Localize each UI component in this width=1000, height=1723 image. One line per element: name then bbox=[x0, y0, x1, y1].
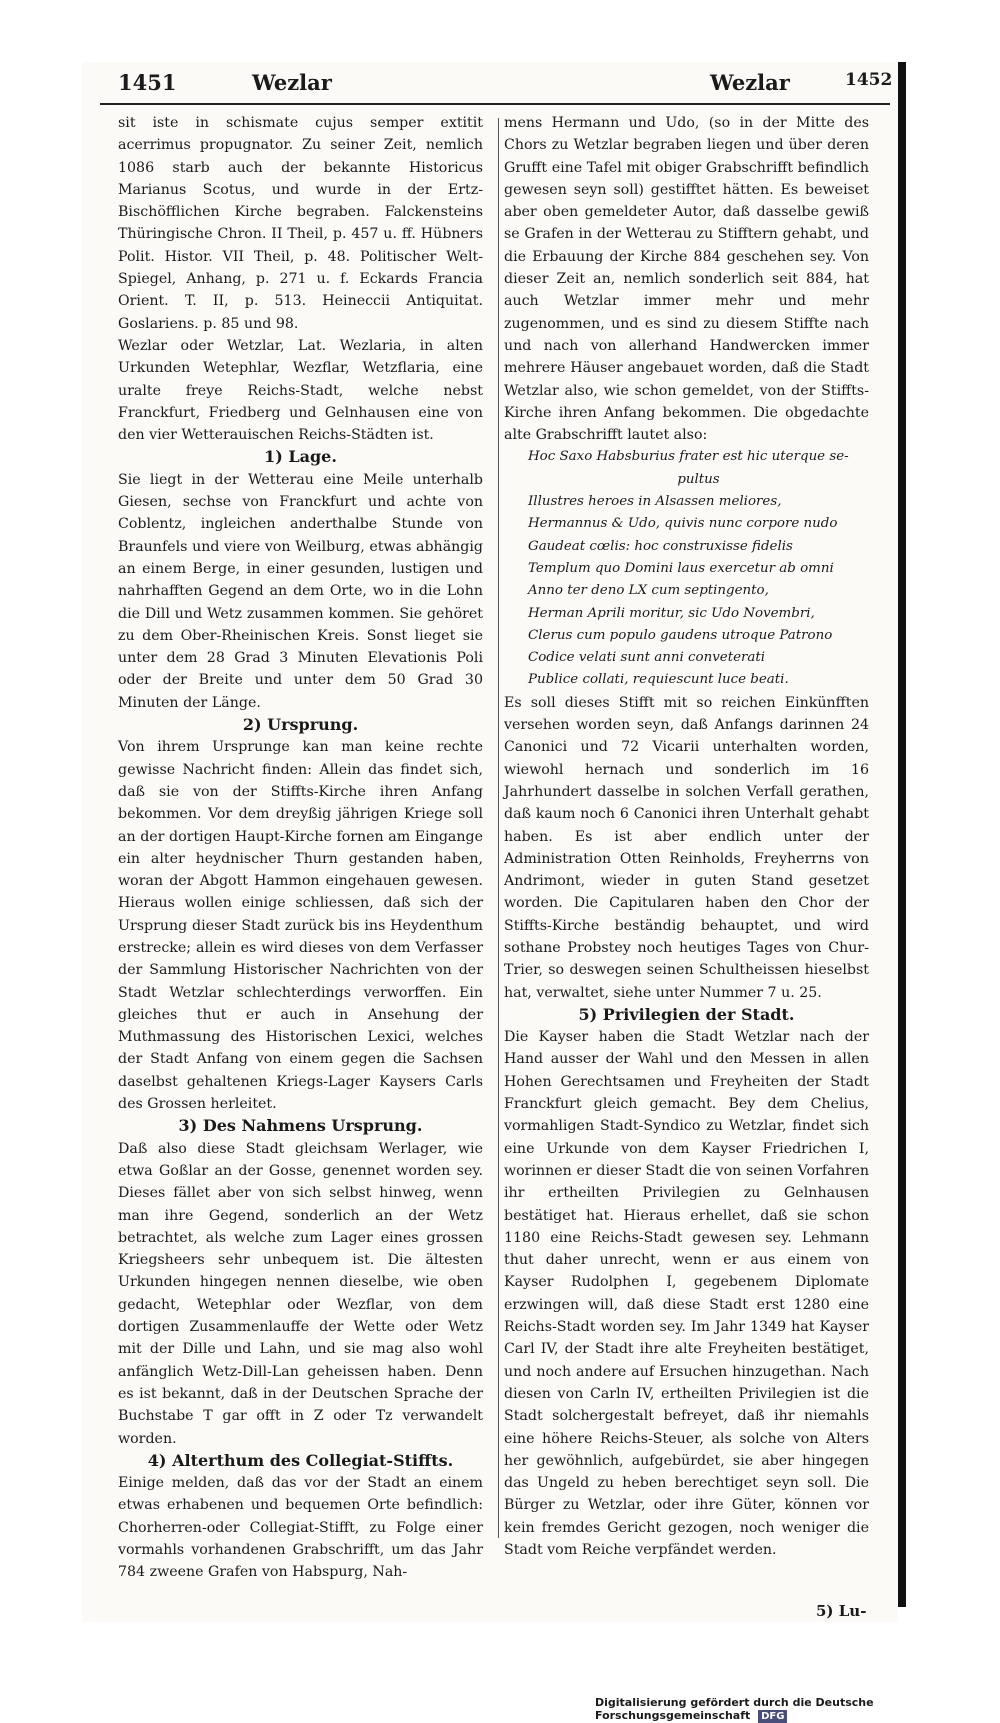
section-heading: 5) Privilegien der Stadt. bbox=[578, 1004, 795, 1024]
paragraph: Einige melden, daß das vor der Stadt an einem etwas erhabenen und bequemen Orte befindlich: Chorherren-oder Collegiat-Stifft, zu Folge einer vormahls vorhandenen Grabschrifft, um das Jahr 784 zweene Grafen von Habspurg, Nah- bbox=[118, 1475, 483, 1581]
poem-line: Hoc Saxo Habsburius frater est hic uterque se- bbox=[528, 449, 849, 465]
paragraph: sit iste in schismate cujus semper extitit acerrimus propugnator. Zu seiner Zeit, nemlich 1086 starb auch der bekannte Historicus Marianus Scotus, und wurde in der Ertz-Bischöfflichen Kirche begraben. Falckensteins Thüringische Chron. II Theil, p. 457 u. ff. Hübners Polit. Histor. VII Theil, p. 48. Politischer Welt-Spiegel, Anhang, p. 271 u. f. Eckards Francia Orient. T. II, p. 513. Heineccii Antiquitat. Goslariens. p. 85 und 98. bbox=[118, 115, 483, 332]
footer-text: Digitalisierung gefördert durch die Deutsche Forschungsgemeinschaft bbox=[595, 1696, 874, 1722]
right-running-title: Wezlar bbox=[710, 70, 790, 95]
poem-line: Anno ter deno LX cum septingento, bbox=[528, 583, 769, 599]
right-page-number: 1452 bbox=[845, 70, 893, 90]
paragraph: mens Hermann und Udo, (so in der Mitte des Chors zu Wetzlar begraben liegen und über deren Grufft eine Tafel mit obiger Grabschrifft befindlich gewesen seyn soll) gestifftet hätten. Es beweiset aber oben gemeldeter Autor, daß dasselbe gewiß se Grafen in der Wetterau zu Stifftern gehabt, und die Erbauung der Kirche 884 geschehen sey. Von dieser Zeit an, nemlich sonderlich seit 884, hat auch Wetzlar immer mehr und mehr zugenommen, und es sind zu diesem Stiffte nach und nach von allerhand Handwercken immer mehrere Häuser angebauet worden, daß die Stadt Wetzlar also, wie schon gemeldet, von der Stiffts-Kirche ihren Anfang bekommen. Die obgedachte alte Grabschrifft lautet also: bbox=[504, 115, 869, 444]
paragraph: Sie liegt in der Wetterau eine Meile unterhalb Giesen, sechse von Franckfurt und achte von Coblentz, ingleichen anderthalbe Stunde von Braunfels und viere von Weilburg, etwas abhängig an einem Berge, in einer gesunden, lustigen und nahrhafften Gegend an dem Orte, wo in die Lohn die Dill und Wetz zusammen kommen. Sie gehöret zu dem Ober-Rheinischen Kreis. Sonst lieget sie unter dem 28 Grad 3 Minuten Elevationis Poli oder der Breite und unter dem 50 Grad 30 Minuten der Länge. bbox=[118, 471, 483, 711]
section-heading: 2) Ursprung. bbox=[242, 715, 359, 735]
poem-line: Gaudeat cœlis: hoc construxisse fidelis bbox=[528, 538, 793, 554]
paragraph: Daß also diese Stadt gleichsam Werlager, wie etwa Goßlar an der Gosse, genennet worden sey. Dieses fället aber von sich selbst hinweg, wenn man ihre Gegend, sonderlich an der Wetz betrachtet, als welche zum Lager eines grossen Kriegsheers sehr unbequem ist. Die ältesten Urkunden hingegen nennen dieselbe, wie oben gedacht, Wetephlar oder Wezflar, von dem dortigen Zusammenlauffe der Wette oder Wetz mit der Dille und Lahn, und sie mag also wohl anfänglich Wetz-Dill-Lan geheissen haben. Denn es ist bekannt, daß in der Deutschen Sprache der Buchstabe T gar offt in Z oder Tz verwandelt worden. bbox=[118, 1140, 483, 1447]
poem-line: pultus bbox=[677, 471, 720, 487]
section-heading: 4) Alterthum des Collegiat-Stiffts. bbox=[147, 1450, 454, 1470]
running-header bbox=[100, 70, 893, 100]
column-divider bbox=[498, 118, 499, 1538]
page-edge-rule bbox=[898, 62, 906, 1607]
left-running-title: Wezlar bbox=[252, 70, 332, 95]
poem-line: Illustres heroes in Alsassen meliores, bbox=[528, 494, 782, 510]
section-heading: 3) Des Nahmens Ursprung. bbox=[178, 1116, 423, 1136]
right-column bbox=[504, 112, 869, 1561]
poem-line: Templum quo Domini laus exercetur ab omni bbox=[528, 560, 834, 576]
catchword: 5) Lu- bbox=[816, 1602, 867, 1620]
poem-line: Herman Aprili moritur, sic Udo Novembri, bbox=[528, 605, 815, 621]
header-rule bbox=[100, 103, 890, 105]
digitization-footer bbox=[595, 1696, 1000, 1723]
paragraph: Die Kayser haben die Stadt Wetzlar nach der Hand ausser der Wahl und den Messen in allen Hohen Gerechtsamen und Freyheiten der Stadt Franckfurt gleich gemacht. Bey dem Chelius, vormahligen Stadt-Syndico zu Wetzlar, findet sich eine Urkunde von dem Kayser Friedrichen I, worinnen er dieser Stadt die von seinen Vorfahren ihr ertheilten Privilegien zu Gelnhausen bestätiget hat. Hieraus erhellet, daß sie schon 1180 eine Reichs-Stadt gewesen sey. Lehmann thut daher unrecht, wenn er aus einem von Kayser Rudolphen I, gegebenem Diplomate erzwingen will, daß diese Stadt erst 1280 eine Reichs-Stadt worden sey. Im Jahr 1349 hat Kayser Carl IV, der Stadt ihre alte Freyheiten bestätiget, und noch andere auf Ersuchen hinzugethan. Nach diesen von Carln IV, ertheilten Privilegien ist die Stadt solchergestalt befreyet, daß ihr niemahls eine höhere Reichs-Steuer, als solche von Alters her gewöhnlich, aufgebürdet, sie aber hingegen das Ungeld zu heben berechtiget seyn soll. Die Bürger zu Wetzlar, oder ihre Güter, können vor kein fremdes Gericht gezogen, noch weniger die Stadt vom Reiche verpfändet werden. bbox=[504, 1029, 869, 1558]
section-heading: 1) Lage. bbox=[264, 447, 337, 467]
poem-line: Publice collati, requiescunt luce beati. bbox=[528, 672, 789, 688]
left-column bbox=[118, 112, 483, 1584]
epitaph-poem bbox=[528, 446, 869, 691]
poem-line: Clerus cum populo gaudens utroque Patrono bbox=[528, 627, 833, 643]
poem-line: Codice velati sunt anni conveterati bbox=[528, 650, 766, 666]
poem-line: Hermannus & Udo, quivis nunc corpore nudo bbox=[528, 516, 838, 532]
paragraph: Von ihrem Ursprunge kan man keine rechte gewisse Nachricht finden: Allein das findet sich, daß sie von der Stiffts-Kirche ihren Anfang bekommen. Vor dem dreyßig jährigen Kriege soll an der dortigen Haupt-Kirche fornen am Eingange ein alter heydnischer Thurn gestanden haben, woran der Abgott Hammon eingehauen gewesen. Hieraus wollen einige schliessen, daß sich der Ursprung dieser Stadt zurück bis ins Heydenthum erstrecke; allein es wird dieses von dem Verfasser der Sammlung Historischer Nachrichten von der Stadt Wetzlar schlechterdings verworffen. Ein gleiches thut er auch in Ansehung der Muthmassung des Historischen Lexici, welches der Stadt Anfang von einem gegen die Sachsen daselbst gehaltenen Kriegs-Lager Kaysers Carls des Grossen herleitet. bbox=[118, 739, 483, 1113]
paragraph: Wezlar oder Wetzlar, Lat. Wezlaria, in alten Urkunden Wetephlar, Wezflar, Wetzflaria, eine uralte freye Reichs-Stadt, welche nebst Franckfurt, Friedberg und Gelnhausen eine von den vier Wetterauischen Reichs-Städten ist. bbox=[118, 337, 483, 444]
left-page-number: 1451 bbox=[118, 70, 177, 95]
dfg-logo: DFG bbox=[758, 1710, 787, 1723]
paragraph: Es soll dieses Stifft mit so reichen Einkünfften versehen worden seyn, daß Anfangs darinnen 24 Canonici und 72 Vicarii unterhalten worden, wiewohl hernach und sonderlich im 16 Jahrhundert dasselbe in solchen Verfall gerathen, daß kaum noch 6 Canonici ihren Unterhalt gehabt haben. Es ist aber endlich unter der Administration Otten Reinholds, Freyherrns von Andrimont, wieder in guten Stand gesetzet worden. Die Capitularen haben den Chor der Stiffts-Kirche beständig behauptet, und wird sothane Probstey noch heutiges Tages von Chur-Trier, so deswegen seinen Schultheissen hieselbst hat, verwaltet, siehe unter Nummer 7 u. 25. bbox=[504, 694, 869, 1001]
